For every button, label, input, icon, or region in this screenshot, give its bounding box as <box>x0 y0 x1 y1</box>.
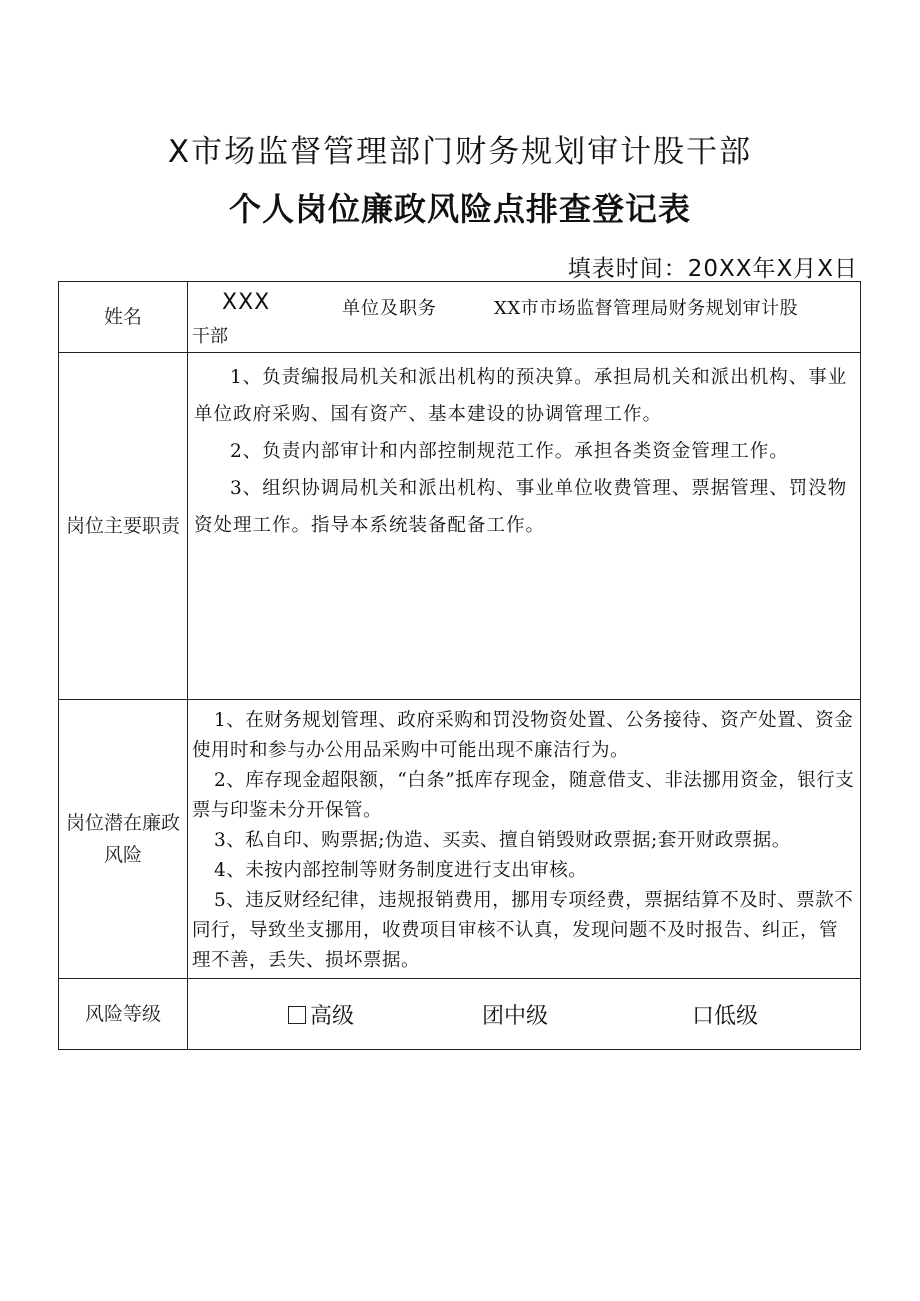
duties-label-text: 岗位主要职责 <box>65 515 180 537</box>
document-title: X市场监督管理部门财务规划审计股干部 <box>167 134 753 170</box>
level-row <box>59 979 861 1050</box>
duty-item: 3、组织协调局机关和派出机构、事业单位收费管理、票据管理、罚没物资处理工作。指导本系统装备配备工作。 <box>194 478 848 536</box>
risks-label <box>59 700 188 979</box>
unit-label: 单位及职务 <box>342 298 437 319</box>
duties-row <box>59 353 861 700</box>
document-subtitle: 个人岗位廉政风险点排查登记表 <box>228 190 691 228</box>
risk-item: 3、私自印、购票据;伪造、买卖、擅自销毁财政票据;套开财政票据。 <box>214 830 791 851</box>
level-high-label: 高级 <box>310 1004 355 1029</box>
duties-cell <box>188 353 861 700</box>
level-high-option[interactable] <box>288 999 354 1030</box>
name-row <box>59 282 861 353</box>
risk-item: 2、库存现金超限额，“白条”抵库存现金，随意借支、非法挪用资金，银行支票与印鉴未分开保管。 <box>192 770 855 821</box>
level-low-label: 低级 <box>714 1004 759 1029</box>
name-label: 姓名 <box>59 282 188 353</box>
risks-row <box>59 700 861 979</box>
risk-item: 4、未按内部控制等财务制度进行支出审核。 <box>214 860 588 881</box>
fill-date: 填表时间：20XX年X月X日 <box>567 256 858 282</box>
registration-table <box>58 281 861 1050</box>
checkbox-empty-icon[interactable] <box>288 1006 306 1024</box>
checkbox-empty-icon[interactable]: 口 <box>692 1004 715 1029</box>
duties-label <box>59 353 188 700</box>
level-label: 风险等级 <box>59 979 188 1050</box>
risks-label-text: 岗位潜在廉政风险 <box>65 812 180 866</box>
level-options-cell <box>188 979 861 1050</box>
unit-value-continued: 干部 <box>192 326 228 347</box>
name-info-cell <box>188 282 861 353</box>
level-mid-option[interactable] <box>482 999 548 1030</box>
risk-item: 5、违反财经纪律，违规报销费用，挪用专项经费，票据结算不及时、票款不同行，导致坐支挪用，收费项目审核不认真，发现问题不及时报告、纠正，管理不善，丢失、损坏票据。 <box>192 890 854 971</box>
level-mid-label: 中级 <box>504 1004 549 1029</box>
checkbox-checked-icon[interactable]: 团 <box>482 1004 505 1029</box>
name-value: XXX <box>222 290 271 315</box>
duty-item: 2、负责内部审计和内部控制规范工作。承担各类资金管理工作。 <box>230 441 789 462</box>
level-low-option[interactable] <box>692 999 758 1030</box>
unit-value: XX市市场监督管理局财务规划审计股 <box>494 298 799 319</box>
risks-cell <box>188 700 861 979</box>
duty-item: 1、负责编报局机关和派出机构的预决算。承担局机关和派出机构、事业单位政府采购、国有资产、基本建设的协调管理工作。 <box>194 367 848 425</box>
risk-item: 1、在财务规划管理、政府采购和罚没物资处置、公务接待、资产处置、资金使用时和参与办公用品采购中可能出现不廉洁行为。 <box>192 710 854 761</box>
